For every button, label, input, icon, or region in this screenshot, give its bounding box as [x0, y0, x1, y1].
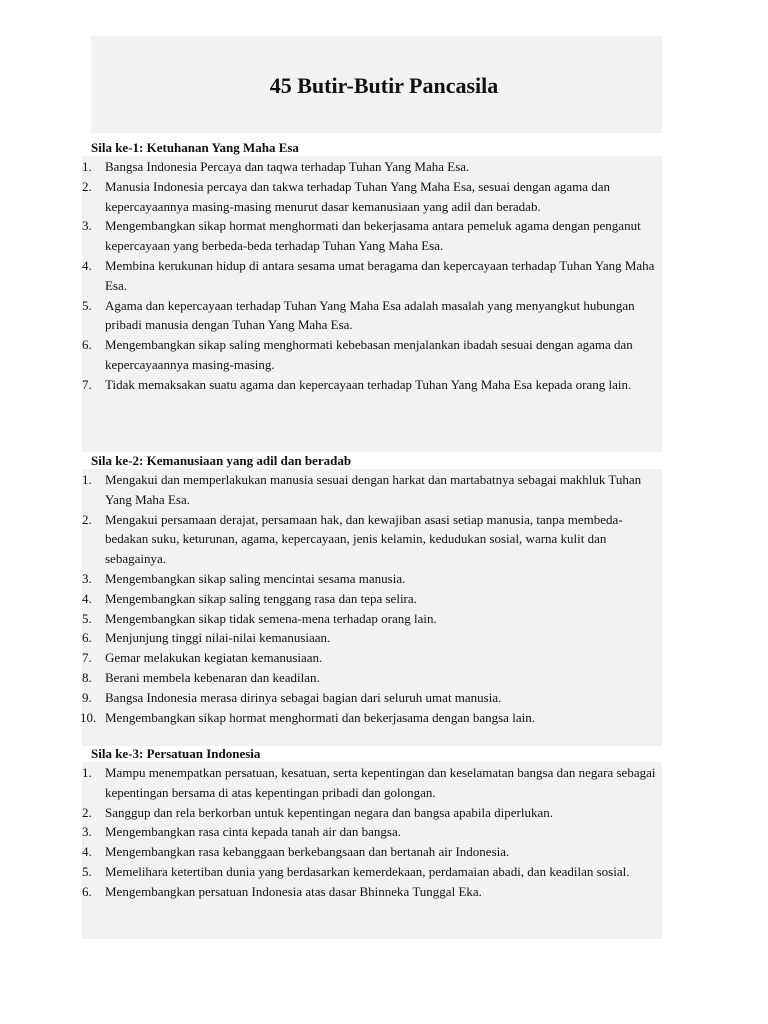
section-sila-2 [82, 452, 662, 746]
list-item [82, 609, 662, 629]
item-text: Mengembangkan sikap hormat menghormati dan bekerjasama dengan bangsa lain. [105, 709, 535, 725]
list-item [82, 296, 662, 336]
item-number: 1. [82, 159, 92, 174]
item-text: Tidak memaksakan suatu agama dan kepercayaan terhadap Tuhan Yang Maha Esa kepada orang lain. [105, 376, 632, 392]
item-number: 6. [82, 630, 92, 646]
item-number: 2. [82, 804, 92, 820]
item-text: Bangsa Indonesia Percaya dan taqwa terhadap Tuhan Yang Maha Esa. [105, 159, 470, 174]
item-number: 1. [82, 472, 92, 487]
list-item [82, 335, 662, 375]
list-item [82, 569, 662, 589]
item-number: 10. [80, 709, 97, 725]
list-item [82, 803, 662, 823]
section-heading: Sila ke-1: Ketuhanan Yang Maha Esa [91, 140, 299, 155]
item-text: Memelihara ketertiban dunia yang berdasarkan kemerdekaan, perdamaian abadi, dan keadilan sosial. [105, 863, 630, 879]
list-item [82, 375, 662, 395]
item-number: 3. [82, 570, 92, 586]
section-heading: Sila ke-3: Persatuan Indonesia [91, 746, 261, 761]
item-number: 1. [82, 765, 92, 780]
list-item [82, 648, 662, 668]
list-item [82, 882, 662, 902]
list-item [82, 763, 662, 803]
section-sila-1 [82, 139, 662, 452]
item-text: Gemar melakukan kegiatan kemanusiaan. [105, 650, 323, 666]
item-number: 4. [82, 844, 92, 860]
point-list [82, 157, 662, 395]
item-number: 3. [82, 218, 92, 234]
item-text: Mengembangkan sikap hormat menghormati dan bekerjasama antara pemeluk agama dengan penganut kepercayaan yang berbeda-beda terhadap Tuhan Yang Maha Esa. [105, 218, 641, 254]
list-item [82, 589, 662, 609]
item-number: 9. [82, 689, 92, 705]
item-text: Mengakui persamaan derajat, persamaan hak, dan kewajiban asasi setiap manusia, tanpa membeda-bedakan suku, keturunan, agama, kepercayaan, jenis kelamin, kedudukan sosial, warna kulit dan sebagainya. [105, 511, 623, 567]
section-sila-3 [82, 745, 662, 939]
item-text: Mampu menempatkan persatuan, kesatuan, serta kepentingan dan keselamatan bangsa dan negara sebagai kepentingan bersama di atas kepentingan pribadi dan golongan. [105, 765, 656, 800]
item-text: Manusia Indonesia percaya dan takwa terhadap Tuhan Yang Maha Esa, sesuai dengan agama dan kepercayaannya masing-masing menurut dasar kemanusiaan yang adil dan beradab. [105, 178, 611, 214]
list-item [82, 177, 662, 217]
list-item [82, 842, 662, 862]
item-number: 5. [82, 610, 92, 626]
list-item [82, 668, 662, 688]
item-text: Mengembangkan sikap saling menghormati kebebasan menjalankan ibadah sesuai dengan agama dan kepercayaannya masing-masing. [105, 337, 633, 372]
point-list [82, 763, 662, 902]
item-text: Membina kerukunan hidup di antara sesama umat beragama dan kepercayaan terhadap Tuhan Yang Maha Esa. [105, 257, 655, 293]
item-number: 8. [82, 669, 92, 685]
section-list-box [82, 469, 662, 746]
item-number: 6. [82, 883, 92, 899]
item-text: Mengembangkan sikap saling mencintai sesama manusia. [105, 570, 406, 586]
list-item [82, 688, 662, 708]
item-text: Sanggup dan rela berkorban untuk kepentingan negara dan bangsa apabila diperlukan. [105, 804, 553, 820]
list-item [82, 157, 662, 177]
item-number: 7. [82, 650, 92, 666]
item-number: 5. [82, 863, 92, 879]
point-list [82, 470, 662, 727]
item-text: Agama dan kepercayaan terhadap Tuhan Yang Maha Esa adalah masalah yang menyangkut hubungan pribadi manusia dengan Tuhan Yang Maha Esa. [105, 297, 635, 333]
item-text: Mengembangkan sikap tidak semena-mena terhadap orang lain. [105, 610, 437, 626]
section-list-box [82, 762, 662, 939]
list-item [82, 216, 662, 256]
item-number: 6. [82, 337, 92, 353]
item-number: 2. [82, 511, 92, 527]
section-heading: Sila ke-2: Kemanusiaan yang adil dan beradab [91, 453, 352, 468]
item-number: 4. [82, 590, 92, 606]
item-number: 3. [82, 824, 92, 840]
item-number: 7. [82, 376, 92, 392]
item-text: Mengembangkan rasa kebanggaan berkebangsaan dan bertanah air Indonesia. [105, 844, 510, 860]
item-text: Mengembangkan persatuan Indonesia atas dasar Bhinneka Tunggal Eka. [105, 883, 482, 899]
item-text: Mengakui dan memperlakukan manusia sesuai dengan harkat dan martabatnya sebagai makhluk Tuhan Yang Maha Esa. [105, 472, 642, 507]
list-item [82, 470, 662, 510]
list-item [82, 256, 662, 296]
item-text: Mengembangkan sikap saling tenggang rasa dan tepa selira. [105, 590, 417, 606]
item-number: 5. [82, 297, 92, 313]
item-text: Berani membela kebenaran dan keadilan. [105, 669, 320, 685]
list-item [82, 822, 662, 842]
list-item [82, 510, 662, 569]
list-item [82, 862, 662, 882]
item-number: 2. [82, 178, 92, 194]
item-number: 4. [82, 257, 92, 273]
item-text: Menjunjung tinggi nilai-nilai kemanusiaan. [105, 630, 331, 646]
item-text: Mengembangkan rasa cinta kepada tanah air dan bangsa. [105, 824, 401, 840]
list-item [82, 708, 662, 728]
item-text: Bangsa Indonesia merasa dirinya sebagai bagian dari seluruh umat manusia. [105, 689, 502, 705]
list-item [82, 628, 662, 648]
document-title: 45 Butir-Butir Pancasila [269, 73, 499, 98]
section-list-box [82, 156, 662, 452]
